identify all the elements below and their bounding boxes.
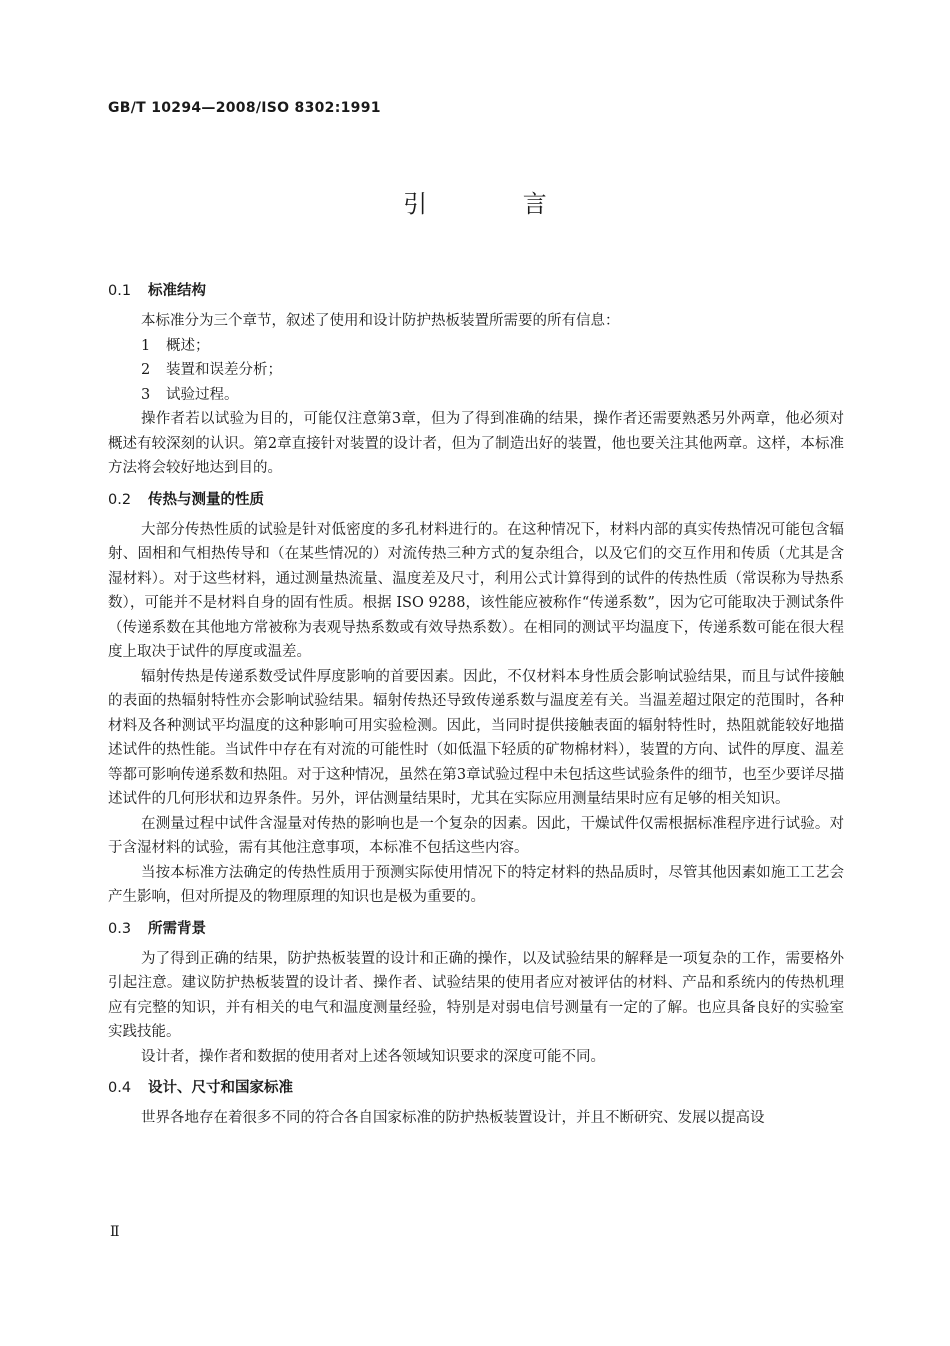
list-item-number: 2: [141, 362, 151, 378]
section-intro: 本标准分为三个章节，叙述了使用和设计防护热板装置所需要的所有信息：: [141, 313, 620, 329]
section-heading-0-2: [108, 487, 844, 513]
paragraph: 辐射传热是传递系数受试件厚度影响的首要因素。因此，不仅材料本身性质会影响试验结果，而且与试件接触的表面的热辐射特性亦会影响试验结果。辐射传热还导致传递系数与温度差有关。当温差超过限定的范围时，各种材料及各种测试平均温度的这种影响可用实验检测。因此，当同时提供接触表面的辐射特性时，热阻就能较好地描述试件的热性能。当试件中存在有对流的可能性时（如低温下轻质的矿物棉材料），装置的方向、试件的厚度、温差等都可影响传递系数和热阻。对于这种情况，虽然在第3章试验过程中未包括这些试验条件的细节，也至少要详尽描述试件的几何形状和边界条件。另外，评估测量结果时，尤其在实际应用测量结果时应有足够的相关知识。: [108, 668, 844, 807]
list-item: [108, 334, 844, 359]
section-heading-0-1: [108, 278, 844, 304]
section-heading-0-4: [108, 1075, 844, 1101]
paragraph: 在测量过程中试件含湿量对传热的影响也是一个复杂的因素。因此，干燥试件仅需根据标准程序进行试验。对于含湿材料的试验，需有其他注意事项，本标准不包括这些内容。: [108, 815, 844, 856]
section-title: 标准结构: [148, 283, 206, 299]
section-number: 0.2: [108, 491, 132, 508]
paragraph: 操作者若以试验为目的，可能仅注意第3章，但为了得到准确的结果，操作者还需要熟悉另外两章，他必须对概述有较深刻的认识。第2章直接针对装置的设计者，但为了制造出好的装置，他也要关注其他两章。这样，本标准方法将会较好地达到目的。: [108, 411, 844, 476]
list-item: [108, 358, 844, 383]
list-item-number: 3: [141, 386, 151, 403]
section-title: 传热与测量的性质: [148, 491, 264, 508]
section-title: 所需背景: [148, 920, 206, 937]
list-item-text: 试验过程。: [166, 386, 239, 403]
section-number: 0.4: [108, 1080, 132, 1096]
paragraph: 世界各地存在着很多不同的符合各自国家标准的防护热板装置设计，并且不断研究、发展以提高设: [141, 1110, 765, 1126]
section-number: 0.3: [108, 920, 132, 937]
list-item-number: 1: [141, 337, 151, 354]
list-item: [108, 383, 844, 408]
section-number: 0.1: [108, 283, 132, 299]
page-title: 引 言: [403, 190, 591, 218]
paragraph: 设计者，操作者和数据的使用者对上述各领域知识要求的深度可能不同。: [141, 1048, 605, 1065]
page-number: Ⅱ: [110, 1224, 120, 1240]
paragraph: 大部分传热性质的试验是针对低密度的多孔材料进行的。在这种情况下，材料内部的真实传热情况可能包含辐射、固相和气相热传导和（在某些情况的）对流传热三种方式的复杂组合，以及它们的交互作用和传质（尤其是含湿材料）。对于这些材料，通过测量热流量、温度差及尺寸，利用公式计算得到的试件的传热性质（常误称为导热系数），可能并不是材料自身的固有性质。根据 ISO 9288，该性能应被称作“传递系数”，因为它可能取决于测试条件（传递系数在其他地方常被称为表观导热系数或有效导热系数）。在相同的测试平均温度下，传递系数可能在很大程度上取决于试件的厚度或温差。: [108, 521, 844, 660]
paragraph: 当按本标准方法确定的传热性质用于预测实际使用情况下的特定材料的热品质时，尽管其他因素如施工工艺会产生影响，但对所提及的物理原理的知识也是极为重要的。: [108, 864, 844, 905]
document-body: [108, 278, 844, 1131]
paragraph: 为了得到正确的结果，防护热板装置的设计和正确的操作，以及试验结果的解释是一项复杂的工作，需要格外引起注意。建议防护热板装置的设计者、操作者、试验结果的使用者应对被评估的材料、产品和系统内的传热机理应有完整的知识，并有相关的电气和温度测量经验，特别是对弱电信号测量有一定的了解。也应具备良好的实验室实践技能。: [108, 950, 844, 1040]
list-item-text: 概述；: [166, 337, 210, 354]
section-title: 设计、尺寸和国家标准: [148, 1080, 293, 1096]
section-heading-0-3: [108, 916, 844, 942]
standard-number: GB/T 10294—2008/ISO 8302:1991: [108, 100, 381, 116]
list-item-text: 装置和误差分析；: [166, 362, 282, 378]
